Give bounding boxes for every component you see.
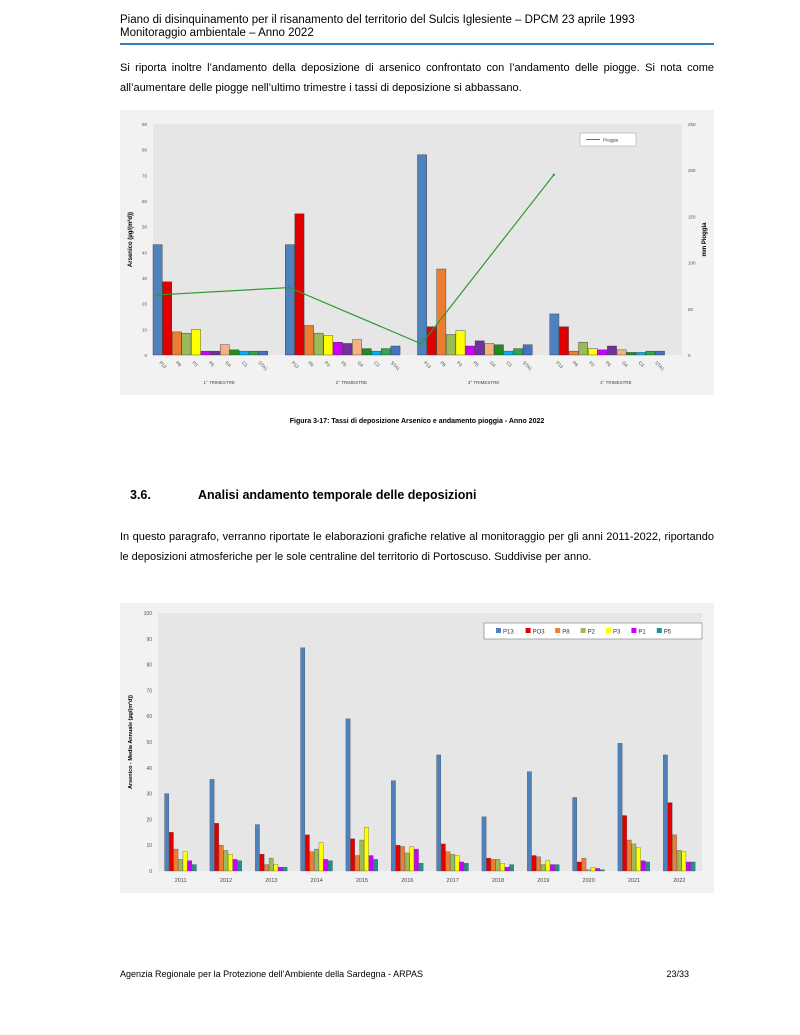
section-title: Analisi andamento temporale delle deposizioni <box>198 488 477 502</box>
x-tick-label: P8 <box>571 360 579 368</box>
bar-2-0 <box>418 155 427 355</box>
bar-PO3-2019 <box>532 856 536 871</box>
group-label: 1° TRIMESTRE <box>203 380 235 385</box>
bar-P5-2016 <box>419 863 423 871</box>
y-tick-label: 60 <box>146 714 152 721</box>
bar-PO3-2013 <box>260 854 264 871</box>
bar-PO3-2012 <box>215 823 219 871</box>
bar-3-6 <box>607 346 616 355</box>
intro-paragraph: Si riporta inoltre l’andamento della deposizione di arsenico confrontato con l’andamento delle piogge. Si nota come all’aumentare delle piogge nell’ultimo trimestre i tassi di deposizione si abbassano. <box>120 62 714 94</box>
bar-PO3-2016 <box>396 845 400 871</box>
bar-1-4 <box>324 336 333 355</box>
rain-point <box>553 174 555 176</box>
bar-1-8 <box>362 349 371 355</box>
bar-2-8 <box>494 345 503 355</box>
x-tick-label: STA1 <box>389 360 401 372</box>
x-tick-label: 2015 <box>355 878 369 884</box>
bar-3-0 <box>550 314 559 355</box>
bar-P1-2012 <box>233 859 237 871</box>
bar-PO3-2020 <box>577 862 581 871</box>
bar-2-6 <box>475 341 484 355</box>
bar-3-8 <box>627 352 636 355</box>
section-heading <box>130 488 477 502</box>
bar-1-0 <box>285 245 294 355</box>
bar-1-5 <box>333 342 342 355</box>
bar-PO3-2018 <box>487 858 491 871</box>
bar-1-1 <box>295 214 304 355</box>
x-tick-label: C3 <box>637 360 646 368</box>
bar-P2-2017 <box>450 854 454 871</box>
y2-tick-label: 100 <box>688 260 696 266</box>
y-tick-label: 100 <box>143 611 152 617</box>
x-tick-label: 2016 <box>401 878 414 884</box>
bar-P13-2020 <box>573 797 577 871</box>
bar-3-3 <box>579 342 588 355</box>
group-label: 3° TRIMESTRE <box>467 380 500 385</box>
bar-P5-2019 <box>555 865 559 871</box>
header-line-1: Piano di disinquinamento per il risanamento del territorio del Sulcis Iglesiente – DPCM 23 aprile 1993 <box>120 14 635 26</box>
legend-swatch-P1 <box>631 628 636 633</box>
bar-P8-2014 <box>310 852 314 871</box>
bar-2-7 <box>485 343 494 355</box>
legend-label-PO3: PO3 <box>532 629 545 636</box>
bar-0-3 <box>182 333 191 355</box>
x-tick-label: 2017 <box>446 878 459 884</box>
y-tick-label: 50 <box>146 740 152 746</box>
bar-P8-2017 <box>446 852 450 871</box>
bar-2-5 <box>466 346 475 355</box>
x-tick-label: 2021 <box>627 878 641 884</box>
header-line-2: Monitoraggio ambientale – Anno 2022 <box>120 27 314 39</box>
bar-0-6 <box>211 351 220 355</box>
bar-P13-2011 <box>165 794 169 871</box>
chart-arsenic-rain <box>120 110 714 395</box>
bar-P1-2021 <box>641 861 645 871</box>
bar-1-9 <box>372 351 381 355</box>
legend-label-P3: P3 <box>613 629 621 636</box>
x-tick-label: G4 <box>356 360 365 368</box>
bar-P1-2011 <box>188 861 192 871</box>
y2-axis-label: mm Pioggia <box>702 222 708 257</box>
y-tick-label: 70 <box>141 173 147 179</box>
y-tick-label: 20 <box>146 817 152 824</box>
footer-agency: Agenzia Regionale per la Protezione dell’Ambiente della Sardegna - ARPAS <box>120 969 424 979</box>
bar-P13-2021 <box>618 743 622 871</box>
bar-P13-2019 <box>527 772 531 871</box>
y-tick-label: 40 <box>141 250 147 256</box>
bar-0-8 <box>230 350 239 355</box>
header-rule <box>120 43 714 45</box>
section-number: 3.6. <box>130 488 151 502</box>
bar-P3-2011 <box>183 852 187 871</box>
section-paragraph: In questo paragrafo, verranno riportate le elaborazioni grafiche relative al monitoraggio per gli anni 2011-2022, riportando le deposizioni atmosferiche per le sole centraline del territorio di Portoscuso. Suddivise per anno. <box>120 531 714 563</box>
legend-label-P2: P2 <box>587 629 595 636</box>
bar-P3-2014 <box>319 843 323 871</box>
bar-3-1 <box>559 327 568 355</box>
y2-tick-label: 0 <box>688 353 691 358</box>
figure-arsenic-yearly <box>120 603 714 893</box>
y-axis-label: Arsenico - Media Annuale (µg/(m²d)) <box>128 694 134 790</box>
bar-P1-2014 <box>324 859 328 871</box>
bar-P8-2015 <box>355 856 359 871</box>
bar-PO3-2011 <box>169 832 173 871</box>
bar-P13-2017 <box>437 755 441 871</box>
bar-P3-2020 <box>591 867 595 871</box>
chart-arsenic-annual <box>120 603 714 893</box>
bar-0-11 <box>259 351 268 355</box>
y-axis-label: Arsenico (µg/(m²d)) <box>128 211 134 268</box>
bar-2-9 <box>504 351 513 355</box>
figure-caption: Figura 3-17: Tassi di deposizione Arsenico e andamento pioggia - Anno 2022 <box>289 418 545 425</box>
bar-1-11 <box>391 346 400 355</box>
bar-1-7 <box>352 340 361 355</box>
bar-P1-2013 <box>278 867 282 871</box>
bar-0-0 <box>153 245 162 355</box>
y2-tick-label: 200 <box>688 168 696 174</box>
page-number: 23/33 <box>666 969 689 979</box>
bar-2-3 <box>446 334 455 355</box>
bar-P8-2018 <box>491 859 495 871</box>
bar-3-7 <box>617 350 626 355</box>
bar-P5-2022 <box>691 862 695 871</box>
bar-0-4 <box>191 329 200 355</box>
bar-P3-2022 <box>682 852 686 871</box>
x-tick-label: 2020 <box>582 878 595 884</box>
bar-P5-2012 <box>238 861 242 871</box>
y-tick-label: 20 <box>141 301 147 307</box>
x-tick-label: P13 <box>555 360 565 370</box>
bar-3-5 <box>598 350 607 355</box>
bar-P2-2019 <box>541 865 545 871</box>
x-tick-label: STA1 <box>654 360 666 372</box>
y2-tick-label: 50 <box>688 306 694 312</box>
bar-0-5 <box>201 351 210 355</box>
x-tick-label: G4 <box>224 360 233 368</box>
bar-P8-2011 <box>174 849 178 871</box>
legend-label-P13: P13 <box>503 629 514 636</box>
bar-P8-2013 <box>264 865 268 871</box>
x-tick-label: P3 <box>323 360 331 368</box>
x-tick-label: P8 <box>174 360 183 368</box>
bar-PO3-2017 <box>441 844 445 871</box>
bar-3-4 <box>588 349 597 355</box>
bar-0-7 <box>220 345 229 355</box>
bar-P2-2014 <box>314 849 318 871</box>
x-tick-label: 2014 <box>310 878 323 884</box>
bar-P8-2016 <box>400 846 404 871</box>
x-tick-label: P13 <box>290 360 300 370</box>
bar-P1-2015 <box>369 856 373 871</box>
bar-P5-2013 <box>283 867 287 871</box>
bar-P1-2019 <box>550 865 554 871</box>
y-tick-label: 40 <box>146 765 152 772</box>
x-tick-label: 2013 <box>265 878 278 884</box>
legend-swatch-P5 <box>657 628 662 633</box>
x-tick-label: P8 <box>439 360 447 368</box>
bar-2-4 <box>456 331 465 355</box>
legend-label-P5: P5 <box>663 629 672 636</box>
bar-3-10 <box>646 351 655 355</box>
bar-P13-2012 <box>210 779 214 871</box>
x-tick-label: P3 <box>191 360 199 368</box>
bar-P8-2022 <box>672 835 676 871</box>
bar-1-3 <box>314 333 323 355</box>
bar-2-2 <box>437 269 446 355</box>
x-tick-label: STA1 <box>521 360 534 372</box>
bar-P3-2013 <box>274 865 278 871</box>
bar-P13-2018 <box>482 817 486 871</box>
bar-P3-2018 <box>500 863 504 871</box>
legend-swatch-P13 <box>496 628 501 633</box>
legend-swatch-P3 <box>606 628 611 633</box>
x-tick-label: C3 <box>373 360 381 368</box>
bar-P1-2018 <box>505 867 509 871</box>
bar-PO3-2022 <box>668 803 672 871</box>
x-tick-label: P8 <box>307 360 315 368</box>
y-tick-label: 80 <box>146 662 152 669</box>
group-label: 2° TRIMESTRE <box>335 380 368 385</box>
bar-1-6 <box>343 343 352 355</box>
y-tick-label: 50 <box>141 224 147 230</box>
bar-P13-2013 <box>255 825 259 871</box>
bar-P2-2012 <box>224 850 228 871</box>
bar-P1-2022 <box>686 862 690 871</box>
bar-P2-2016 <box>405 853 409 871</box>
y2-tick-label: 250 <box>688 122 696 127</box>
bar-3-9 <box>636 352 645 355</box>
y-tick-label: 60 <box>141 199 147 204</box>
bar-P2-2022 <box>677 850 681 871</box>
bar-P5-2020 <box>600 870 604 871</box>
bar-P13-2022 <box>663 755 667 871</box>
bar-2-11 <box>523 345 532 355</box>
page-header <box>120 14 714 40</box>
x-tick-label: P5 <box>472 360 480 368</box>
y-tick-label: 0 <box>149 869 152 875</box>
bar-P3-2021 <box>636 848 640 871</box>
bar-P1-2016 <box>414 849 418 871</box>
bar-0-2 <box>172 332 181 355</box>
x-tick-label: P13 <box>158 360 168 370</box>
bar-P13-2015 <box>346 719 350 871</box>
legend-swatch-P8 <box>555 628 560 633</box>
y-tick-label: 90 <box>146 636 152 643</box>
x-tick-label: 2019 <box>537 878 550 884</box>
x-tick-label: G4 <box>488 360 497 368</box>
rain-point <box>288 286 290 288</box>
y-tick-label: 30 <box>146 791 152 798</box>
y-tick-label: 30 <box>141 276 147 281</box>
legend-swatch-P2 <box>581 628 586 633</box>
x-tick-label: 2018 <box>491 878 505 884</box>
bar-P13-2014 <box>301 648 305 871</box>
bar-0-1 <box>163 282 172 355</box>
bar-P2-2011 <box>178 859 182 871</box>
bar-P3-2016 <box>410 846 414 871</box>
x-tick-label: C3 <box>240 360 249 368</box>
x-tick-label: 2011 <box>174 878 187 884</box>
bar-P1-2017 <box>460 862 464 871</box>
bar-PO3-2015 <box>351 839 355 871</box>
bar-P2-2015 <box>360 840 364 871</box>
x-tick-label: P3 <box>455 360 464 368</box>
bar-P5-2021 <box>646 862 650 871</box>
bar-P2-2013 <box>269 858 273 871</box>
x-tick-label: 2022 <box>673 878 686 884</box>
x-tick-label: P5 <box>340 360 348 368</box>
bar-PO3-2014 <box>305 835 309 871</box>
legend-label-P8: P8 <box>562 629 570 636</box>
bar-0-9 <box>239 351 248 355</box>
bar-1-2 <box>304 325 313 355</box>
bar-P3-2019 <box>546 861 550 871</box>
x-tick-label: P5 <box>207 360 216 368</box>
rain-point <box>156 294 158 296</box>
legend-swatch-PO3 <box>526 628 531 633</box>
bar-P1-2020 <box>596 868 600 871</box>
bar-P5-2018 <box>510 865 514 871</box>
bar-3-11 <box>655 351 664 355</box>
x-tick-label: STA1 <box>257 360 269 372</box>
y-tick-label: 80 <box>141 147 147 153</box>
y-tick-label: 10 <box>141 327 147 333</box>
y2-tick-label: 150 <box>688 214 696 220</box>
bar-P2-2018 <box>496 859 500 871</box>
x-tick-label: P13 <box>422 360 432 370</box>
y-tick-label: 70 <box>146 688 152 695</box>
bar-P5-2014 <box>328 861 332 871</box>
group-label: 4° TRIMESTRE <box>600 380 632 385</box>
bar-P5-2011 <box>192 865 196 871</box>
bar-P3-2017 <box>455 856 459 871</box>
bar-P2-2020 <box>586 870 590 871</box>
legend-label: Pioggia <box>603 137 619 143</box>
bar-P8-2020 <box>582 858 586 871</box>
bar-P13-2016 <box>391 781 395 871</box>
x-tick-label: C3 <box>505 360 513 368</box>
bar-0-10 <box>249 351 258 355</box>
bar-P8-2019 <box>536 857 540 871</box>
bar-P3-2012 <box>228 854 232 871</box>
y-tick-label: 10 <box>146 843 152 850</box>
bar-P8-2021 <box>627 840 631 871</box>
x-tick-label: P3 <box>588 360 596 368</box>
bar-P2-2021 <box>632 844 636 871</box>
page-footer <box>120 969 714 979</box>
legend-label-P1: P1 <box>638 629 646 636</box>
y-tick-label: 0 <box>144 353 147 358</box>
bar-3-2 <box>569 351 578 355</box>
bar-P5-2015 <box>374 859 378 871</box>
y-tick-label: 90 <box>141 122 147 127</box>
figure-arsenic-quarterly <box>120 110 714 395</box>
bar-P8-2012 <box>219 845 223 871</box>
bar-2-10 <box>514 349 523 355</box>
bar-P3-2015 <box>364 827 368 871</box>
bar-P5-2017 <box>464 863 468 871</box>
x-tick-label: P5 <box>604 360 612 368</box>
bar-1-10 <box>381 349 390 355</box>
bar-PO3-2021 <box>623 816 627 871</box>
x-tick-label: G4 <box>621 360 629 368</box>
x-tick-label: 2012 <box>219 878 233 884</box>
rain-point <box>420 343 422 345</box>
